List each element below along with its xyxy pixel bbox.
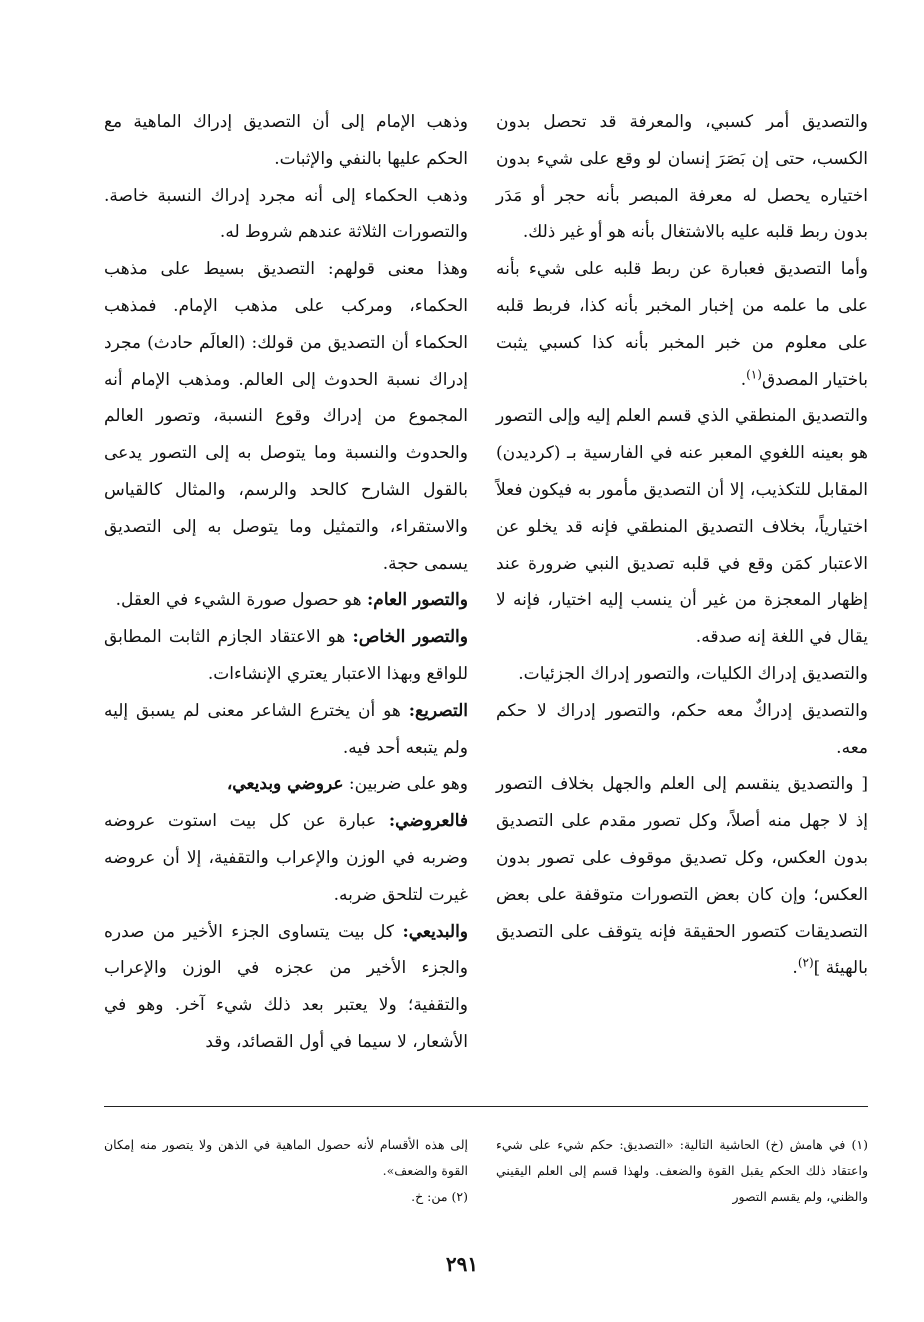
footnote-divider (104, 1106, 868, 1107)
definition-entry: فالعروضي: عبارة عن كل بيت استوت عروضه وضربه في الوزن والإعراب والتقفية، إلا أن عروضه غيرت لتلحق ضربه. (104, 811, 468, 905)
right-column (496, 104, 868, 987)
entry-term: فالعروضي: (388, 811, 468, 832)
footnote-marker[interactable]: (١) (746, 366, 762, 381)
footnote-marker[interactable]: (٢) (797, 955, 814, 970)
paragraph: وهو على ضربين: عروضي وبديعي، (226, 774, 468, 795)
definition-entry: والتصور الخاص: هو الاعتقاد الجازم الثابت المطابق للواقع وبهذا الاعتبار يعتري الإنشاءات. (104, 627, 468, 684)
entry-term: والتصور العام: (367, 590, 468, 611)
paragraph: وهذا معنى قولهم: التصديق بسيط على مذهب الحكماء، ومركب على مذهب الإمام. فمذهب الحكماء أن التصديق من قولك: (العالَم حادث) مجرد إدراك نسبة الحدوث إلى العالم. ومذهب الإمام أنه المجموع من إدراك وقوع النسبة، وتصور العالم والحدوث والنسبة وما يتوصل به إلى التصور يدعى بالقول الشارح كالحد والرسم، والمثال كالقياس والاستقراء، والتمثيل وما يتوصل به إلى التصديق يسمى حجة. (104, 259, 468, 574)
paragraph: والتصديق إدراكٌ معه حكم، والتصور إدراك لا حكم معه. (496, 700, 868, 758)
footnotes-right (496, 1132, 868, 1210)
left-column (104, 104, 468, 1061)
paragraph: وذهب الحكماء إلى أنه مجرد إدراك النسبة خاصة. والتصورات الثلاثة عندهم شروط له. (104, 185, 468, 243)
footnote: إلى هذه الأقسام لأنه حصول الماهية في الذهن ولا يتصور منه إمكان القوة والضعف». (104, 1137, 468, 1178)
entry-term: والتصور الخاص: (352, 627, 468, 648)
entry-term: عروضي وبديعي، (226, 774, 344, 795)
paragraph: وأما التصديق فعبارة عن ربط قلبه على شيء بأنه على ما علمه من إخبار المخبر بأنه كذا، فربط قلبه على معلوم من خبر المخبر بأنه كذا كسبي يثبت باختيار المصدق$^{(١)}$. (496, 259, 868, 390)
page-number: ٢٩١ (445, 1252, 479, 1276)
paragraph: والتصديق المنطقي الذي قسم العلم إليه وإلى التصور هو بعينه اللغوي المعبر عنه في الفارسية بـ (كرديدن) المقابل للتكذيب، إلا أن التصديق مأمور به فيكون فعلاً اختيارياً، بخلاف التصديق المنطقي فإنه قد يخلو عن الاعتبار كمَن وقع في قلبه تصديق النبي ضرورة عند إظهار المعجزة من غير أن ينسب إليه اختيار، فإنه لا يقال في اللغة إنه صدقه. (496, 406, 868, 648)
entry-term: والبديعي: (402, 921, 468, 942)
definition-entry: التصريع: هو أن يخترع الشاعر معنى لم يسبق إليه ولم يتبعه أحد فيه. (104, 700, 468, 758)
paragraph: والتصديق أمر كسبي، والمعرفة قد تحصل بدون الكسب، حتى إن بَصَرَ إنسان لو وقع على شيء بدون اختياره يحصل له معرفة المبصر بأنه حجر أو مَدَر بدون ربط قلبه عليه بالاشتغال بأنه هو أو غير ذلك. (496, 112, 868, 243)
footnote: (٢) من: خ. (411, 1189, 468, 1204)
footnotes-left (104, 1132, 468, 1210)
definition-entry: والبديعي: كل بيت يتساوى الجزء الأخير من صدره والجزء الأخير من عجزه في الوزن والإعراب والتقفية؛ ولا يعتبر بعد ذلك شيء آخر. وهو في الأشعار، لا سيما في أول القصائد، وقد (104, 921, 468, 1052)
entry-term: التصريع: (408, 700, 468, 721)
paragraph: وذهب الإمام إلى أن التصديق إدراك الماهية مع الحكم عليها بالنفي والإثبات. (104, 112, 468, 169)
definition-entry: والتصور العام: هو حصول صورة الشيء في العقل. (115, 590, 468, 611)
footnote: (١) في هامش (خ) الحاشية التالية: «التصديق: حكم شيء على شيء واعتقاد ذلك الحكم يقبل القوة والضعف. ولهذا قسم إلى العلم اليقيني والظني، ولم يقسم التصور (496, 1137, 868, 1204)
paragraph: والتصديق إدراك الكليات، والتصور إدراك الجزئيات. (518, 663, 868, 684)
paragraph: [ والتصديق ينقسم إلى العلم والجهل بخلاف التصور إذ لا جهل منه أصلاً، وكل تصور مقدم على التصديق بدون العكس، وكل تصديق موقوف على تصور بدون العكس؛ وإن كان بعض التصورات متوقفة على بعض التصديقات كتصور الحقيقة فإنه يتوقف على التصديق بالهيئة ]$^{(٢)}$. (496, 774, 868, 979)
